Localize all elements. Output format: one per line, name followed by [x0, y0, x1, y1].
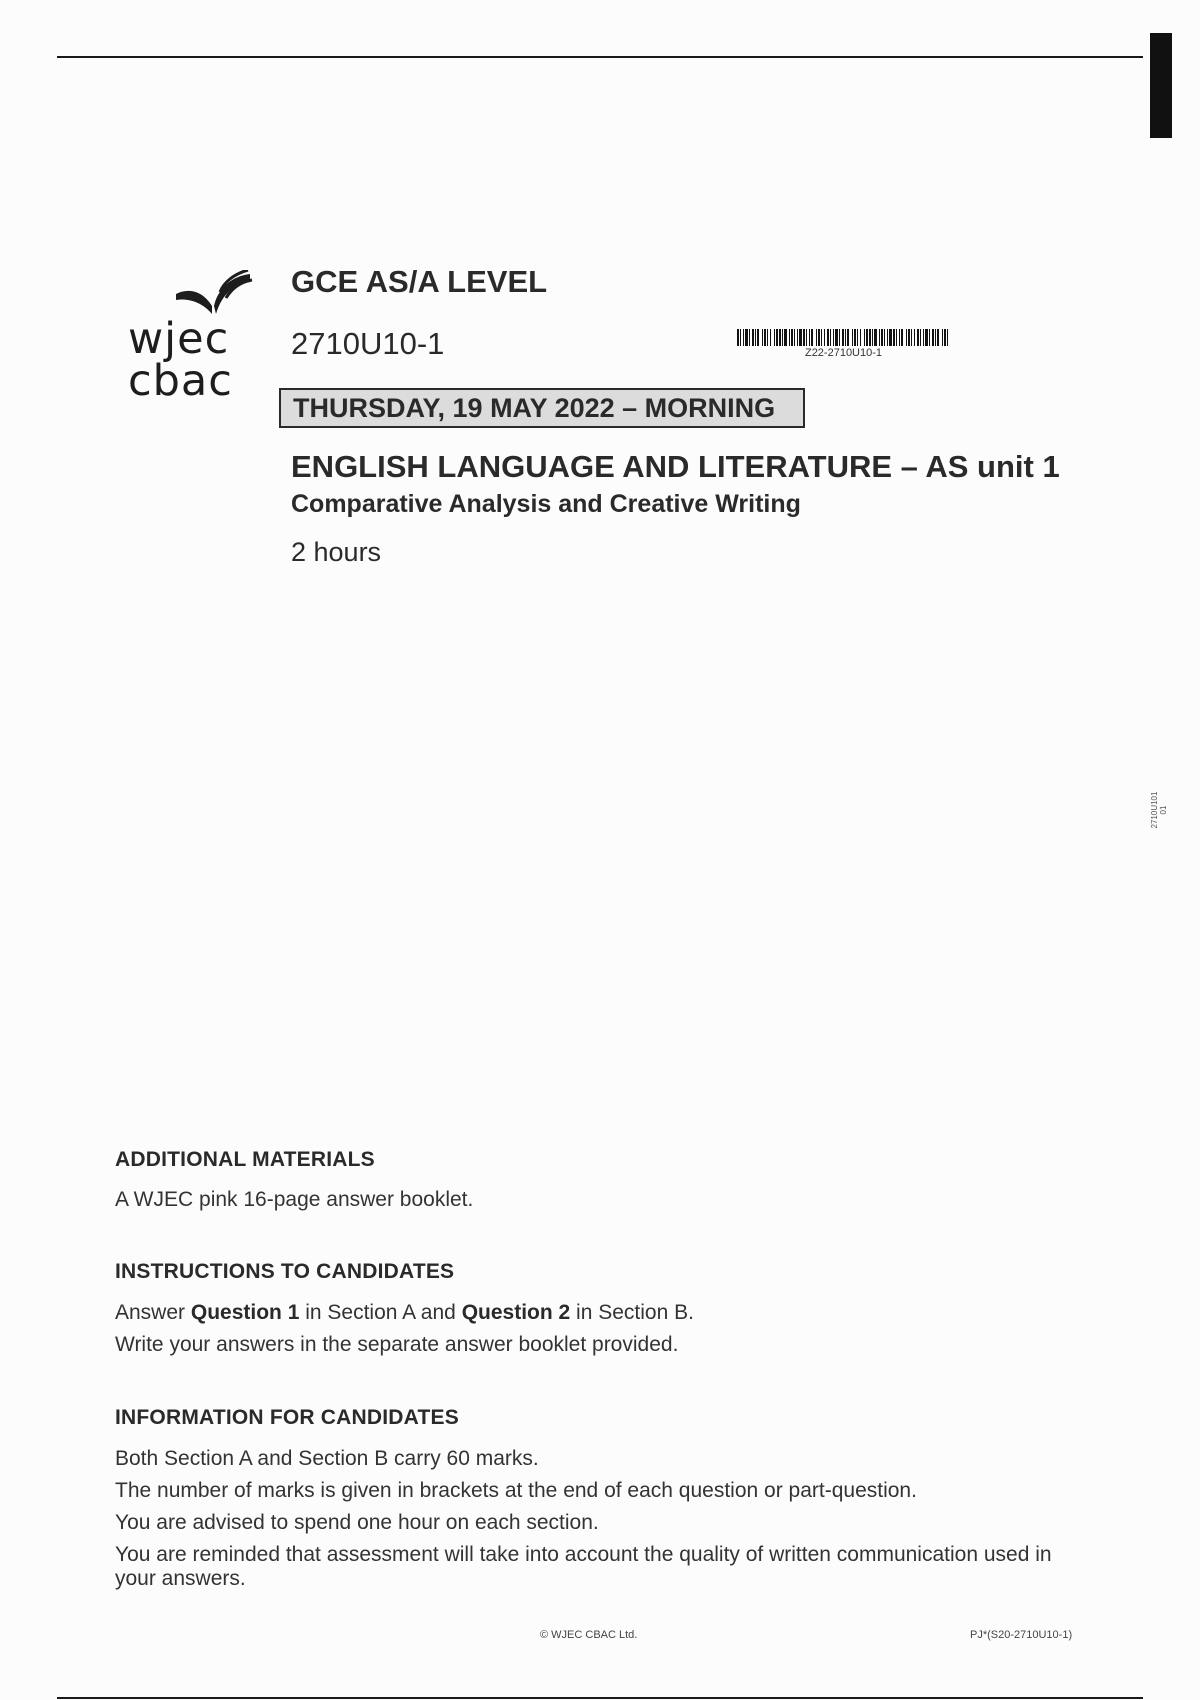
- instructions-heading: INSTRUCTIONS TO CANDIDATES: [115, 1260, 455, 1283]
- side-marker-bar: [1150, 33, 1172, 138]
- bottom-rule: [57, 1697, 1143, 1699]
- qualification-level: GCE AS/A LEVEL: [291, 264, 548, 299]
- additional-materials-text: A WJEC pink 16-page answer booklet.: [115, 1188, 474, 1211]
- additional-materials-heading: ADDITIONAL MATERIALS: [115, 1148, 375, 1171]
- paper-reference: PJ*(S20-2710U10-1): [970, 1629, 1073, 1641]
- logo-wordmark: [128, 314, 233, 406]
- side-code-line-2: 01: [1159, 805, 1168, 815]
- logo-line-1: wjec: [128, 314, 230, 364]
- instructions-question-2: Question 2: [461, 1301, 571, 1324]
- book-icon: [174, 270, 254, 318]
- copyright: © WJEC CBAC Ltd.: [540, 1629, 638, 1641]
- side-code-line-1: 2710U101: [1150, 791, 1159, 829]
- information-line-4: You are reminded that assessment will take into account the quality of written communication used in your answers.: [115, 1543, 1052, 1590]
- instructions-text-c: in Section B.: [570, 1301, 694, 1324]
- top-rule: [57, 56, 1143, 58]
- paper-code: 2710U10-1: [291, 326, 445, 361]
- exam-duration: 2 hours: [291, 537, 382, 567]
- subject-title: ENGLISH LANGUAGE AND LITERATURE – AS unit 1: [291, 449, 1060, 484]
- exam-date: THURSDAY, 19 MAY 2022 – MORNING: [279, 388, 805, 428]
- barcode-label: Z22-2710U10-1: [804, 347, 883, 359]
- instructions-text-b: in Section A and: [299, 1301, 462, 1324]
- logo-line-2: cbac: [128, 356, 233, 406]
- unit-subtitle: Comparative Analysis and Creative Writing: [291, 490, 801, 518]
- information-heading: INFORMATION FOR CANDIDATES: [115, 1406, 459, 1429]
- side-code: [1144, 780, 1174, 840]
- instructions-line-1: [115, 1301, 694, 1325]
- instructions-line-2: Write your answers in the separate answer booklet provided.: [115, 1333, 679, 1356]
- wjec-cbac-logo: [120, 270, 260, 406]
- information-line-1: Both Section A and Section B carry 60 marks.: [115, 1447, 539, 1470]
- barcode: [737, 329, 950, 346]
- instructions-text-a: Answer: [115, 1301, 191, 1324]
- information-line-3: You are advised to spend one hour on each section.: [115, 1511, 599, 1534]
- instructions-question-1: Question 1: [190, 1301, 300, 1324]
- information-line-2: The number of marks is given in brackets at the end of each question or part-question.: [115, 1479, 917, 1502]
